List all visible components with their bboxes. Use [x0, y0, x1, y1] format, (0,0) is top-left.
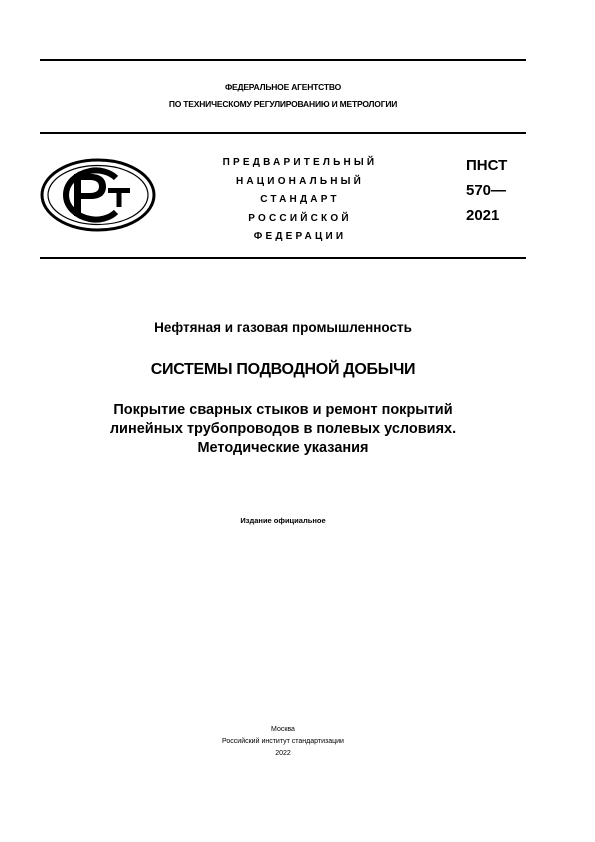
imprint	[40, 724, 526, 760]
standard-number-line: ПНСТ	[466, 157, 508, 174]
header-rule	[40, 132, 526, 134]
document-title-line: Покрытие сварных стыков и ремонт покрытий	[113, 402, 453, 418]
agency-name-line-2: ПО ТЕХНИЧЕСКОМУ РЕГУЛИРОВАНИЮ И МЕТРОЛОГИИ	[168, 99, 398, 109]
agency-name-line-1: ФЕДЕРАЛЬНОЕ АГЕНТСТВО	[224, 82, 342, 92]
standard-type-line: РОССИЙСКОЙ	[248, 212, 352, 224]
standard-type-line: НАЦИОНАЛЬНЫЙ	[235, 175, 365, 187]
section-rule	[40, 257, 526, 259]
standard-number-line: 2021	[466, 207, 500, 224]
document-title-line: линейных трубопроводов в полевых условиях.	[109, 421, 457, 437]
standard-type-line: ФЕДЕРАЦИИ	[253, 231, 347, 242]
standard-type-line: ПРЕДВАРИТЕЛЬНЫЙ	[222, 157, 378, 168]
top-rule	[40, 59, 526, 61]
document-system: СИСТЕМЫ ПОДВОДНОЙ ДОБЫЧИ	[150, 361, 416, 378]
standard-number-line: 570—	[466, 182, 507, 199]
edition-note: Издание официальное	[240, 516, 326, 525]
imprint-year: 2022	[275, 750, 291, 757]
document-title	[40, 401, 526, 458]
imprint-publisher: Российский институт стандартизации	[222, 738, 344, 745]
standard-type-line: СТАНДАРТ	[260, 194, 340, 205]
document-title-line: Методические указания	[197, 440, 369, 456]
standard-number	[466, 153, 507, 228]
standard-type	[200, 154, 400, 247]
gost-r-mark-icon	[40, 158, 156, 232]
imprint-city: Москва	[271, 726, 295, 733]
document-subject: Нефтяная и газовая промышленность	[154, 320, 412, 335]
